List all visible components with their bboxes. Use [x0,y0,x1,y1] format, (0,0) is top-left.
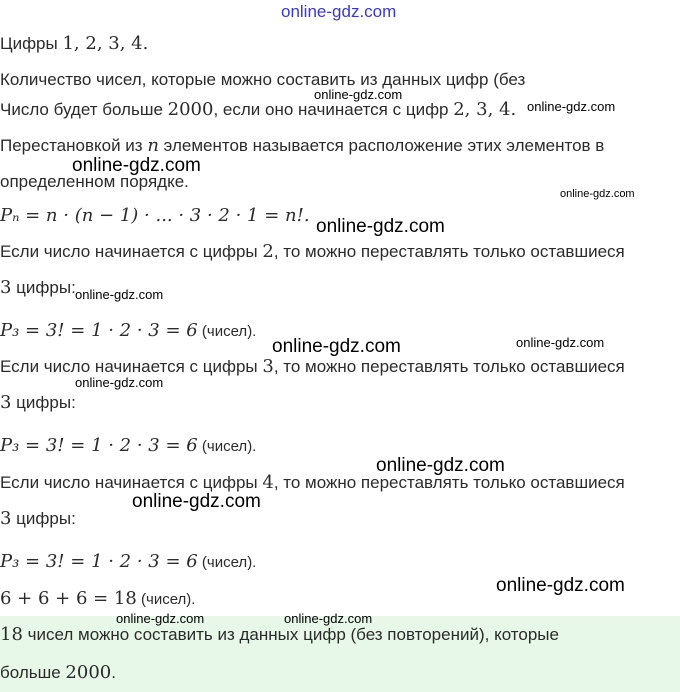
answer-line-2 [0,662,116,684]
digits-line [0,33,148,55]
three-text: цифры: [11,278,76,297]
answer-box [0,616,680,692]
greater-text-a: Число будет больше [0,100,168,119]
case-prefix: Если число начинается с цифры [0,357,263,376]
case-suffix: , то можно переставлять только оставшиеся [273,473,625,492]
answer-text-2: больше [0,663,66,682]
watermark: online-gdz.com [75,287,164,302]
case-digit: 2 [262,241,274,262]
watermark: online-gdz.com [72,155,201,176]
watermark: online-gdz.com [116,611,205,626]
perm-n: n [147,135,159,156]
watermark: online-gdz.com [281,2,397,21]
sum-line [0,588,195,611]
answer-number-2: 2000 [65,662,112,683]
case-digit: 4 [262,472,274,493]
watermark: online-gdz.com [560,188,635,200]
three-digits-line-3 [0,508,76,530]
three-text: цифры: [11,509,76,528]
greater-math-2: 2, 3, 4. [453,99,517,120]
case-suffix: , то можно переставлять только оставшиеся [273,357,625,376]
three-math: 3 [0,392,12,413]
sum-math: 6 + 6 + 6 = 18 [0,588,137,609]
p3-line-3 [0,551,256,574]
watermark: online-gdz.com [284,611,373,626]
case-line-1 [0,241,625,263]
three-digits-line-2 [0,392,76,414]
p3-math: P₃ = 3! = 1 · 2 · 3 = 6 [0,320,198,341]
three-text: цифры: [11,393,76,412]
digits-label: Цифры [0,34,63,53]
case-line-3 [0,472,625,494]
p3-math: P₃ = 3! = 1 · 2 · 3 = 6 [0,551,198,572]
p3-text: (чисел). [197,554,257,571]
sum-text: (чисел). [136,591,196,608]
watermark: online-gdz.com [314,87,403,102]
watermark: online-gdz.com [376,455,505,476]
perm-formula: Pₙ = n · (n − 1) · ... · 3 · 2 · 1 = n!. [0,205,310,226]
watermark: online-gdz.com [272,336,401,357]
greater-line [0,99,516,121]
case-prefix: Если число начинается с цифры [0,242,263,261]
case-digit: 3 [262,356,274,377]
perm-def-line [0,135,604,157]
answer-text: чисел можно составить из данных цифр (без повторений), которые [22,625,559,644]
p3-line-1 [0,320,256,343]
case-prefix: Если число начинается с цифры [0,473,263,492]
digits-math: 1, 2, 3, 4. [62,33,149,54]
perm-text-b: элементов называется расположение этих элементов в [158,136,605,155]
p3-text: (чисел). [197,438,257,455]
count-text: Количество чисел, которые можно составить из данных цифр (без [0,70,526,89]
perm-text-a: Перестановкой из [0,136,148,155]
greater-text-b: , если оно начинается с цифр [213,100,454,119]
three-math: 3 [0,508,12,529]
p3-math: P₃ = 3! = 1 · 2 · 3 = 6 [0,435,198,456]
three-math: 3 [0,277,12,298]
answer-number: 18 [0,624,23,645]
count-line [0,69,525,91]
p3-line-2 [0,435,256,458]
watermark: online-gdz.com [132,491,261,512]
watermark: online-gdz.com [496,575,625,596]
perm-text-c: определенном порядке. [0,172,189,191]
case-suffix: , то можно переставлять только оставшиеся [273,242,625,261]
p3-text: (чисел). [197,323,257,340]
three-digits-line-1 [0,277,76,299]
answer-line-1 [0,624,559,646]
answer-end: . [111,663,116,682]
watermark: online-gdz.com [527,99,616,114]
greater-math-1: 2000 [167,99,214,120]
watermark: online-gdz.com [516,335,605,350]
watermark: online-gdz.com [316,216,445,237]
watermark: online-gdz.com [75,375,164,390]
